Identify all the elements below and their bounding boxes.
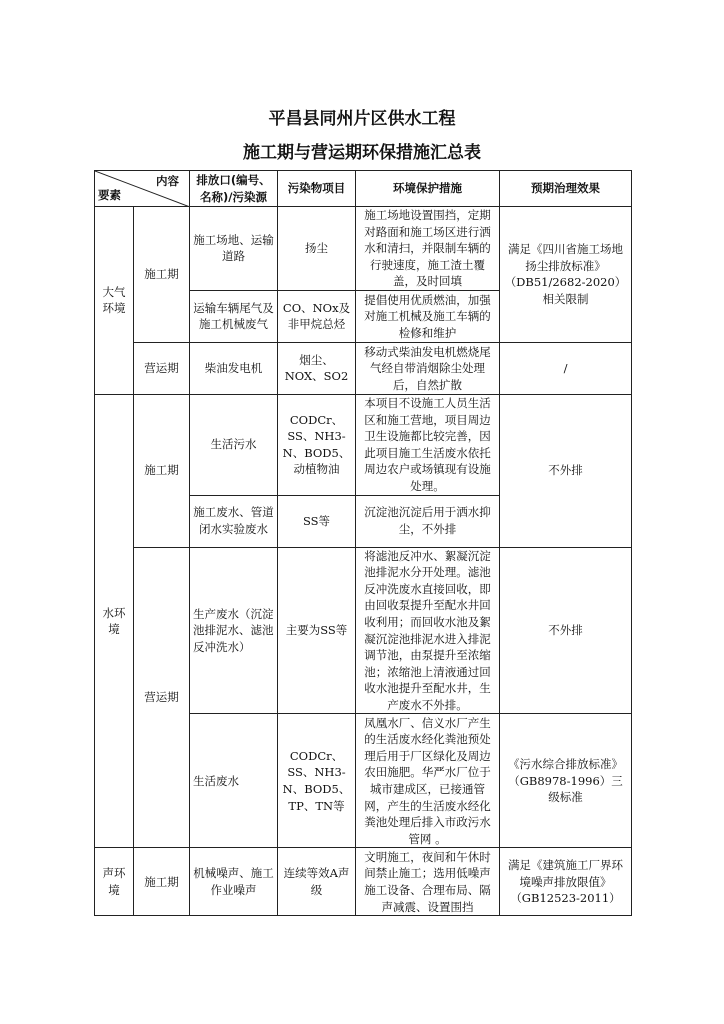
pollutant-cell: 烟尘、NOX、SO2 bbox=[278, 342, 356, 394]
source-cell: 生活污水 bbox=[190, 394, 278, 495]
measure-cell: 凤凰水厂、信义水厂产生的生活废水经化粪池预处理后用于厂区绿化及周边农田施肥。华严水厂位于城市建成区，已接通管网，产生的生活废水经化粪池处理后排入市政污水管网 。 bbox=[356, 714, 500, 848]
pollutant-cell: 扬尘 bbox=[278, 207, 356, 291]
header-row bbox=[95, 171, 632, 207]
source-cell: 生产废水（沉淀池排泥水、滤池反冲洗水） bbox=[190, 547, 278, 714]
measure-cell: 沉淀池沉淀后用于洒水抑尘，不外排 bbox=[356, 495, 500, 547]
table-row bbox=[95, 547, 632, 714]
pollutant-cell: CO、NOx及非甲烷总烃 bbox=[278, 290, 356, 342]
pollutant-cell: SS等 bbox=[278, 495, 356, 547]
period-air-operation: 营运期 bbox=[134, 342, 190, 394]
measure-cell: 本项目不设施工人员生活区和施工营地，项目周边卫生设施都比较完善，因此项目施工生活废水依托周边农户或场镇现有设施处理。 bbox=[356, 394, 500, 495]
table-row bbox=[95, 207, 632, 291]
element-air: 大气环境 bbox=[95, 207, 134, 395]
source-cell: 柴油发电机 bbox=[190, 342, 278, 394]
measure-cell: 移动式柴油发电机燃烧尾气经自带消烟除尘处理后，自然扩散 bbox=[356, 342, 500, 394]
header-content-label: 内容 bbox=[156, 174, 179, 188]
header-effect: 预期治理效果 bbox=[500, 171, 632, 207]
effect-cell: 满足《四川省施工场地扬尘排放标准》（DB51/2682-2020）相关限制 bbox=[500, 207, 632, 343]
table-row bbox=[95, 848, 632, 916]
source-cell: 生活废水 bbox=[190, 714, 278, 848]
effect-cell: 不外排 bbox=[500, 394, 632, 547]
element-water: 水环境 bbox=[95, 394, 134, 848]
document-subtitle: 施工期与营运期环保措施汇总表 bbox=[243, 143, 481, 163]
header-element-label: 要素 bbox=[98, 188, 121, 203]
header-outlet: 排放口(编号、名称)/污染源 bbox=[190, 171, 278, 207]
effect-cell: 《污水综合排放标准》（GB8978-1996）三级标准 bbox=[500, 714, 632, 848]
pollutant-cell: 连续等效A声级 bbox=[278, 848, 356, 916]
header-pollutant: 污染物项目 bbox=[278, 171, 356, 207]
measure-cell: 将滤池反冲水、絮凝沉淀池排泥水分开处理。滤池反冲洗废水直接回收，即由回收泵提升至配水井回收利用；而回收水池及絮凝沉淀池排泥水进入排泥调节池，由泵提升至浓缩池；浓缩池上清液通过回收水池提升至配水井，生产废水不外排。 bbox=[356, 547, 500, 714]
document-title: 平昌县同州片区供水工程 bbox=[268, 109, 456, 129]
pollutant-cell: 主要为SS等 bbox=[278, 547, 356, 714]
effect-cell: / bbox=[500, 342, 632, 394]
period-noise-construction: 施工期 bbox=[134, 848, 190, 916]
source-cell: 机械噪声、施工作业噪声 bbox=[190, 848, 278, 916]
table-row bbox=[95, 394, 632, 495]
source-cell: 施工废水、管道闭水实验废水 bbox=[190, 495, 278, 547]
period-water-construction: 施工期 bbox=[134, 394, 190, 547]
element-noise: 声环境 bbox=[95, 848, 134, 916]
measure-cell: 文明施工，夜间和午休时间禁止施工；选用低噪声施工设备、合理布局、隔声减震、设置围挡 bbox=[356, 848, 500, 916]
pollutant-cell: CODCr、SS、NH3-N、BOD5、动植物油 bbox=[278, 394, 356, 495]
table-row bbox=[95, 342, 632, 394]
measure-cell: 施工场地设置围挡，定期对路面和施工场区进行洒水和清扫，并限制车辆的行驶速度，施工渣土覆盖，及时回填 bbox=[356, 207, 500, 291]
period-water-operation: 营运期 bbox=[134, 547, 190, 848]
measure-cell: 提倡使用优质燃油，加强对施工机械及施工车辆的检修和维护 bbox=[356, 290, 500, 342]
header-diagonal-cell bbox=[95, 171, 190, 207]
source-cell: 施工场地、运输道路 bbox=[190, 207, 278, 291]
effect-cell: 满足《建筑施工厂界环境噪声排放限值》（GB12523-2011） bbox=[500, 848, 632, 916]
source-cell: 运输车辆尾气及施工机械废气 bbox=[190, 290, 278, 342]
period-air-construction: 施工期 bbox=[134, 207, 190, 343]
measures-table bbox=[94, 170, 632, 916]
effect-cell: 不外排 bbox=[500, 547, 632, 714]
pollutant-cell: CODCr、SS、NH3-N、BOD5、TP、TN等 bbox=[278, 714, 356, 848]
header-measures: 环境保护措施 bbox=[356, 171, 500, 207]
